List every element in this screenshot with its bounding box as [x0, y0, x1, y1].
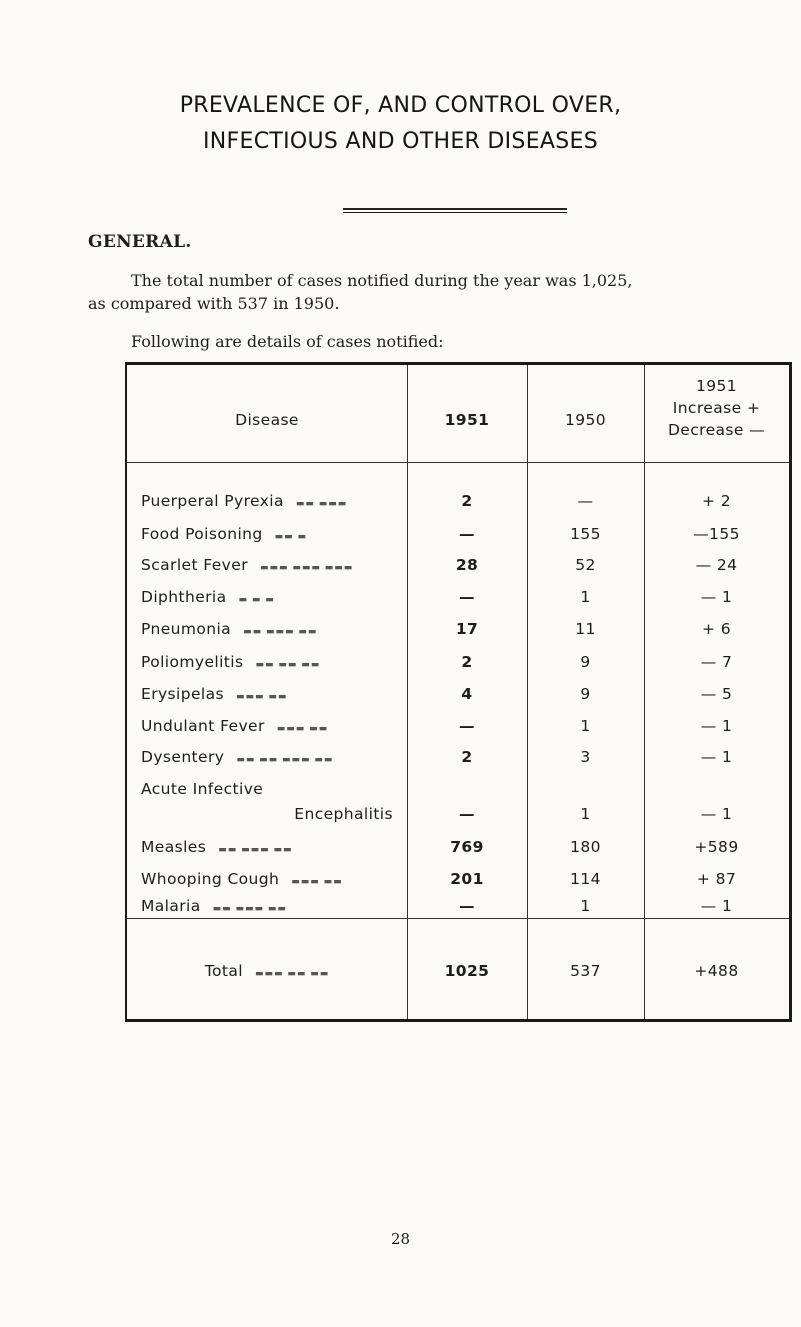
- disease-name: Pneumonia: [141, 620, 232, 638]
- header-1951: 1951: [444, 411, 490, 429]
- disease-name: Whooping Cough: [141, 870, 280, 888]
- value-change: + 87: [696, 870, 737, 888]
- total-1951: 1025: [444, 962, 490, 980]
- header-change-decrease: Decrease —: [667, 421, 766, 439]
- leader-dots: ▬▬ ▬▬▬: [295, 499, 348, 509]
- leader-dots: ▬▬ ▬▬▬ ▬▬: [218, 845, 293, 855]
- table-row: [141, 492, 347, 510]
- value-change: — 1: [700, 805, 733, 823]
- title-line-1: PREVALENCE OF, AND CONTROL OVER,: [179, 93, 622, 118]
- section-heading: GENERAL.: [88, 232, 192, 252]
- value-1951: —: [459, 717, 475, 735]
- value-1951: 769: [450, 838, 484, 856]
- disease-name: Erysipelas: [141, 685, 224, 703]
- total-change: +488: [694, 962, 739, 980]
- value-1950: 114: [570, 870, 601, 888]
- value-change: — 7: [700, 653, 733, 671]
- table-row: [141, 620, 317, 638]
- value-1951: 2: [461, 653, 473, 671]
- value-change: + 6: [702, 620, 731, 638]
- value-change: +589: [694, 838, 739, 856]
- value-1951: 17: [455, 620, 479, 638]
- header-divider: [127, 462, 789, 463]
- value-change: — 1: [700, 717, 733, 735]
- value-1950: 155: [570, 525, 601, 543]
- value-change: — 1: [700, 748, 733, 766]
- total-row: [127, 962, 407, 980]
- leader-dots: ▬▬ ▬: [274, 532, 308, 542]
- header-1950: 1950: [564, 411, 607, 429]
- leader-dots: ▬▬▬ ▬▬: [235, 692, 288, 702]
- total-divider: [127, 918, 789, 919]
- disease-name: Diphtheria: [141, 588, 227, 606]
- value-change: — 5: [700, 685, 733, 703]
- value-1950: 1: [580, 897, 591, 915]
- leader-dots: ▬▬▬ ▬▬ ▬▬: [254, 969, 330, 979]
- page-number: 28: [390, 1230, 411, 1248]
- value-1951: 2: [461, 492, 473, 510]
- page-title: [0, 88, 801, 160]
- disease-name: Measles: [141, 838, 207, 856]
- value-change: — 1: [700, 897, 733, 915]
- leader-dots: ▬ ▬ ▬: [238, 595, 275, 605]
- leader-dots: ▬▬▬ ▬▬: [276, 724, 329, 734]
- intro-paragraph-line-2: as compared with 537 in 1950.: [88, 294, 340, 313]
- details-intro: Following are details of cases notified:: [131, 332, 444, 351]
- table-row: [141, 838, 292, 856]
- value-1951: 201: [450, 870, 484, 888]
- value-1951: —: [459, 588, 475, 606]
- value-change: — 1: [700, 588, 733, 606]
- table-row: [141, 556, 353, 574]
- disease-name: Dysentery: [141, 748, 225, 766]
- value-1951: —: [459, 805, 475, 823]
- value-1950: 180: [570, 838, 601, 856]
- disease-name: Undulant Fever: [141, 717, 265, 735]
- value-1950: 9: [580, 653, 591, 671]
- value-1950: 1: [580, 805, 591, 823]
- total-label: Total: [204, 962, 243, 980]
- table-row: [141, 717, 328, 735]
- value-change: —155: [693, 525, 740, 543]
- disease-name: Malaria: [141, 897, 201, 915]
- disease-name-continued: Encephalitis: [294, 805, 393, 823]
- leader-dots: ▬▬▬ ▬▬: [291, 877, 343, 887]
- table-row: [141, 685, 287, 703]
- cases-table: [125, 362, 792, 1022]
- leader-dots: ▬▬ ▬▬▬ ▬▬: [243, 627, 318, 637]
- total-1950: 537: [570, 962, 601, 980]
- table-row: [141, 748, 333, 766]
- value-1950: 9: [580, 685, 591, 703]
- value-1950: 3: [580, 748, 591, 766]
- leader-dots: ▬▬ ▬▬ ▬▬▬ ▬▬: [236, 755, 334, 765]
- disease-name: Food Poisoning: [141, 525, 263, 543]
- value-1951: —: [459, 897, 475, 915]
- value-1951: —: [459, 525, 475, 543]
- value-1950: —: [577, 492, 594, 510]
- disease-name: Poliomyelitis: [141, 653, 244, 671]
- table-row: [141, 588, 275, 606]
- table-row: [141, 897, 287, 915]
- value-change: — 24: [695, 556, 738, 574]
- value-change: + 2: [702, 492, 731, 510]
- table-row: [141, 870, 343, 888]
- intro-paragraph-line-1: The total number of cases notified during the year was 1,025,: [131, 271, 633, 290]
- leader-dots: ▬▬ ▬▬▬ ▬▬: [212, 904, 287, 914]
- title-divider: [343, 208, 567, 213]
- value-1951: 28: [455, 556, 479, 574]
- leader-dots: ▬▬ ▬▬ ▬▬: [255, 660, 321, 670]
- header-disease: Disease: [235, 411, 299, 429]
- value-1950: 1: [580, 588, 591, 606]
- table-row: [141, 525, 307, 543]
- table-row: [141, 653, 320, 671]
- value-1950: 52: [575, 556, 596, 574]
- value-1951: 2: [461, 748, 473, 766]
- disease-name: Puerperal Pyrexia: [141, 492, 284, 510]
- leader-dots: ▬▬▬ ▬▬▬ ▬▬▬: [259, 563, 354, 573]
- value-1951: 4: [461, 685, 473, 703]
- disease-name: Scarlet Fever: [141, 556, 248, 574]
- header-change-increase: Increase +: [672, 399, 761, 417]
- value-1950: 1: [580, 717, 591, 735]
- header-change-year: 1951: [695, 377, 738, 395]
- title-line-2: INFECTIOUS AND OTHER DISEASES: [203, 129, 598, 154]
- header-change: [644, 375, 789, 441]
- value-1950: 11: [575, 620, 596, 638]
- table-row: Acute Infective: [141, 780, 264, 798]
